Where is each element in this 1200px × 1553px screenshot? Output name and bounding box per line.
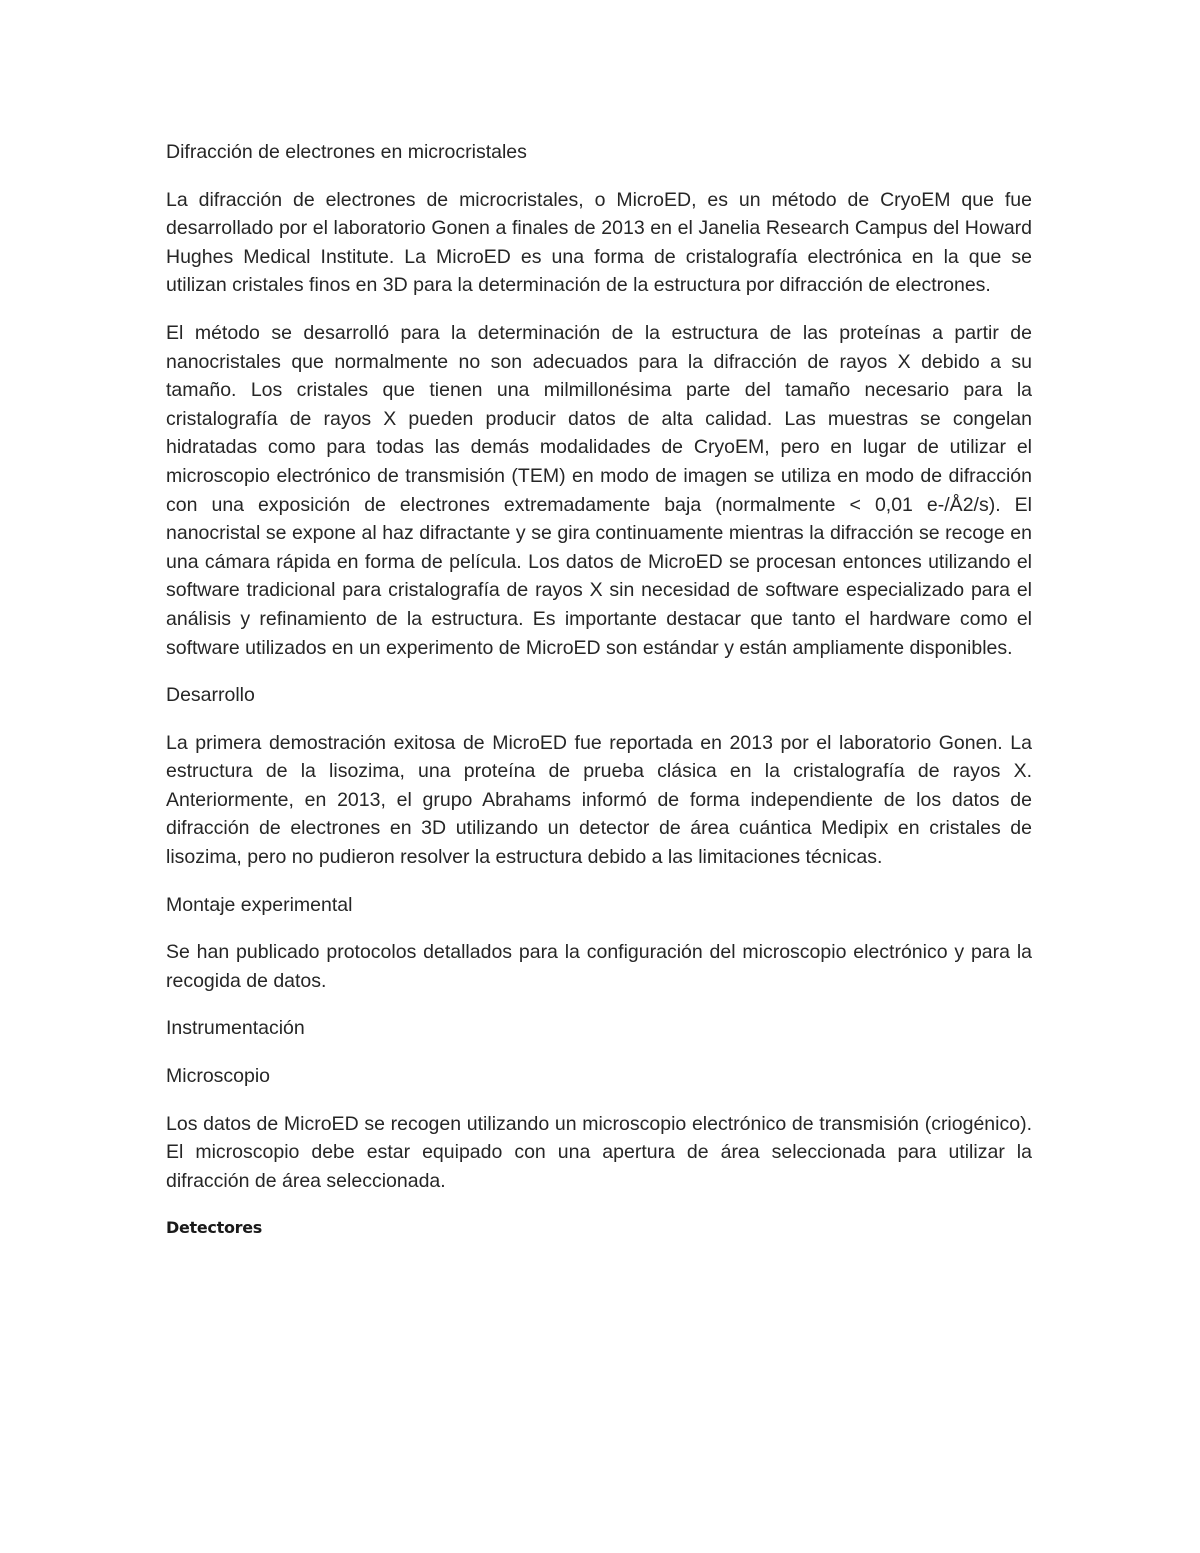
montaje-paragraph: Se han publicado protocolos detallados para la configuración del microscopio electrónico y para la recogida de datos. <box>166 941 1032 992</box>
section-heading-desarrollo: Desarrollo <box>166 684 255 707</box>
section-heading-microscopio: Microscopio <box>166 1065 271 1088</box>
document-page <box>166 138 1032 1262</box>
desarrollo-paragraph: La primera demostración exitosa de MicroED fue reportada en 2013 por el laboratorio Gonen. La estructura de la lisozima, una proteína de prueba clásica en la cristalografía de rayos X. Anteriormente, en 2013, el grupo Abrahams informó de forma independiente de los datos de difracción de electrones en 3D utilizando un detector de área cuántica Medipix en cristales de lisozima, pero no pudieron resolver la estructura debido a las limitaciones técnicas. <box>166 731 1032 869</box>
intro-paragraph-1: La difracción de electrones de microcristales, o MicroED, es un método de CryoEM que fue desarrollado por el laboratorio Gonen a finales de 2013 en el Janelia Research Campus del Howard Hughes Medical Institute. La MicroED es una forma de cristalografía electrónica en la que se utilizan cristales finos en 3D para la determinación de la estructura por difracción de electrones. <box>166 188 1032 297</box>
section-heading-instrumentacion: Instrumentación <box>166 1017 305 1040</box>
section-heading-montaje: Montaje experimental <box>166 893 353 916</box>
intro-paragraph-2: El método se desarrolló para la determinación de la estructura de las proteínas a partir de nanocristales que normalmente no son adecuados para la difracción de rayos X debido a su tamaño. Los cristales que tienen una milmillonésima parte del tamaño necesario para la cristalografía de rayos X pueden producir datos de alta calidad. Las muestras se congelan hidratadas como para todas las demás modalidades de CryoEM, pero en lugar de utilizar el microscopio electrónico de transmisión (TEM) en modo de imagen se utiliza en modo de difracción con una exposición de electrones extremadamente baja (normalmente < 0,01 e-/Å2/s). El nanocristal se expone al haz difractante y se gira continuamente mientras la difracción se recoge en una cámara rápida en forma de película. Los datos de MicroED se procesan entonces utilizando el software tradicional para cristalografía de rayos X sin necesidad de software especializado para el análisis y refinamiento de la estructura. Es importante destacar que tanto el hardware como el software utilizados en un experimento de MicroED son estándar y están ampliamente disponibles. <box>166 321 1032 659</box>
document-title: Difracción de electrones en microcristales <box>166 141 527 163</box>
section-heading-detectores: Detectores <box>166 1218 263 1238</box>
microscopio-paragraph: Los datos de MicroED se recogen utilizando un microscopio electrónico de transmisión (criogénico). El microscopio debe estar equipado con una apertura de área seleccionada para utilizar la difracción de área seleccionada. <box>166 1112 1032 1192</box>
